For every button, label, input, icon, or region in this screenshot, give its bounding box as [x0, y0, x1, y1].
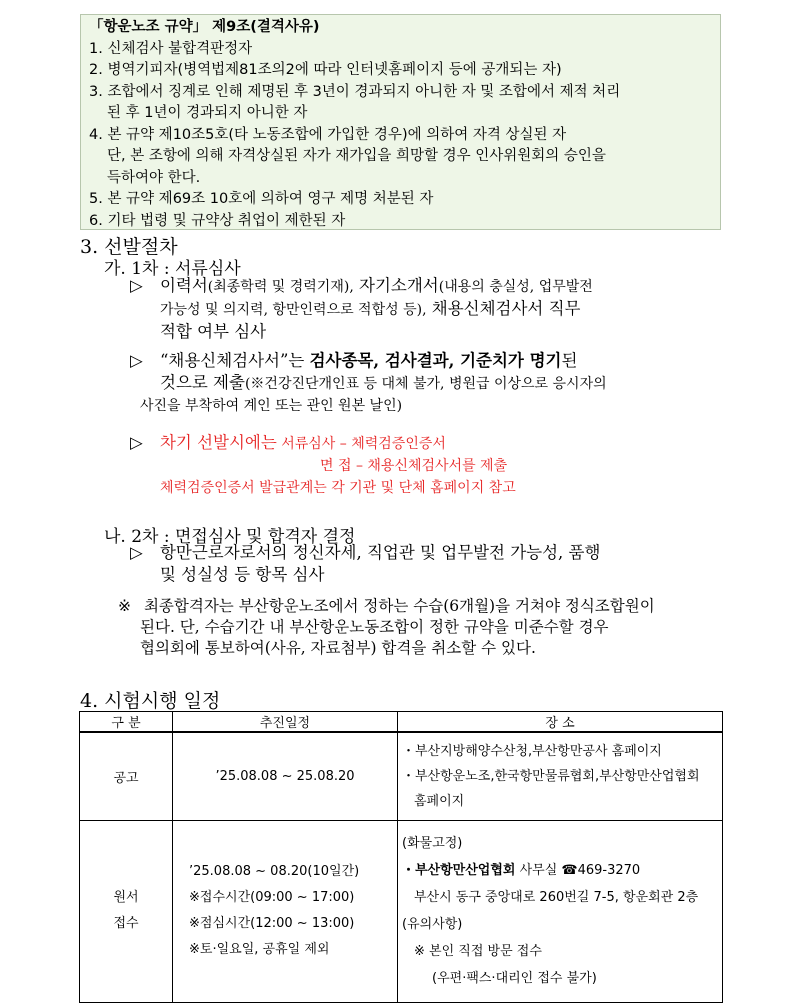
category-cell: 원서 접수	[80, 820, 173, 1002]
exam-schedule-table	[79, 711, 723, 1003]
stage1-label: 가. 1차 : 서류심사	[104, 259, 241, 279]
rule-item-continuation: 단, 본 조항에 의해 자격상실된 자가 재가입을 희망할 경우 인사위원회의 승인을	[107, 148, 606, 164]
section3-heading: 3. 선발절차	[80, 236, 178, 258]
place-cell: (화물고정) ・부산항만산업협회 사무실 ☎469-3270 부산시 동구 중앙대로 260번길 7-5, 항운회관 2층 (유의사항) ※ 본인 직접 방문 접수 (우편·팩스·대리인 접수 불가)	[398, 820, 723, 1002]
rule-item-continuation: 득하여야 한다.	[107, 169, 201, 186]
stage1-paragraph-1: ▷ 이력서(최종학력 및 경력기재), 자기소개서(내용의 충실성, 업무발전 가능성 및 의지력, 항만인력으로 적합성 등), 채용신체검사서 직무 적합 여부 심사	[130, 276, 593, 341]
stage1-paragraph-2: ▷ “채용신체검사서”는 검사종목, 검사결과, 기준치가 명기된 것으로 제출(※건강진단개인표 등 대체 불가, 병원급 이상으로 응시자의 사진을 부착하여 계인 또는 관인 원본 날인)	[130, 351, 607, 414]
bullet-marker: ▷	[130, 351, 143, 370]
bullet-marker: ▷	[130, 276, 143, 295]
rule-item: 6. 기타 법령 및 규약상 취업이 제한된 자	[89, 212, 346, 229]
rule-item: 5. 본 규약 제69조 10호에 의하여 영구 제명 처분된 자	[89, 191, 434, 207]
stage1-paragraph-3: ▷ 차기 선발시에는 서류심사 – 체력검증인증서 면 접 – 채용신체검사서를 제출 체력검증인증서 발급관계는 각 기관 및 단체 홈페이지 참고	[130, 433, 516, 496]
rule-item: 1. 신체검사 불합격판정자	[89, 40, 253, 57]
column-header: 장 소	[398, 712, 723, 733]
stage2-paragraph-1: ▷ 항만근로자로서의 정신자세, 직업관 및 업무발전 가능성, 품행 및 성실성 등 항목 심사	[130, 543, 601, 584]
rule-item-continuation: 된 후 1년이 경과되지 아니한 자	[107, 105, 308, 121]
table-header-row	[80, 712, 723, 733]
org-name: ・부산항만산업협회	[402, 863, 516, 878]
rule-item: 2. 병역기피자(병역법제81조의2에 따라 인터넷홈페이지 등에 공개되는 자)	[89, 62, 562, 78]
place-cell: ・부산지방해양수산청,부산항만공사 홈페이지 ・부산항운노조,한국항만물류협회,부산항만산업협회 홈페이지	[398, 732, 723, 820]
final-pass-note: ※ 최종합격자는 부산항운노조에서 정하는 수습(6개월)을 거쳐야 정식조합원이 된다. 단, 수습기간 내 부산항운노동조합이 정한 규약을 미준수할 경우 협의회에 통보하여(사유, 자료첨부) 합격을 취소할 수 있다.	[118, 597, 655, 657]
rule-item: 3. 조합에서 징계로 인해 제명된 후 3년이 경과되지 아니한 자 및 조합에서 제적 처리	[89, 83, 621, 100]
column-header: 추진일정	[173, 712, 398, 733]
rules-title: 「항운노조 규약」 제9조(결격사유)	[89, 19, 320, 35]
schedule-cell: ’25.08.08 ~ 08.20(10일간) ※접수시간(09:00 ~ 17:00) ※점심시간(12:00 ~ 13:00) ※토·일요일, 공휴일 제외	[173, 820, 398, 1002]
office-phone: 사무실 ☎469-3270	[515, 863, 641, 878]
schedule-cell: ’25.08.08 ~ 25.08.20	[173, 732, 398, 820]
bullet-marker: ▷	[130, 433, 143, 452]
table-row	[80, 820, 723, 1002]
rule-item: 4. 본 규약 제10조5호(타 노동조합에 가입한 경우)에 의하여 자격 상실된 자	[89, 126, 567, 143]
stage2-label: 나. 2차 : 면접심사 및 합격자 결정	[104, 527, 356, 547]
table-row	[80, 732, 723, 820]
note-marker: ※	[118, 597, 131, 615]
disqualification-rules-box	[80, 14, 721, 230]
section4-heading: 4. 시험시행 일정	[80, 690, 221, 712]
bullet-marker: ▷	[130, 543, 143, 562]
category-cell: 공고	[80, 732, 173, 820]
column-header: 구 분	[80, 712, 173, 733]
office-address: 부산시 동구 중앙대로 260번길 7-5, 항운회관 2층	[414, 890, 699, 905]
